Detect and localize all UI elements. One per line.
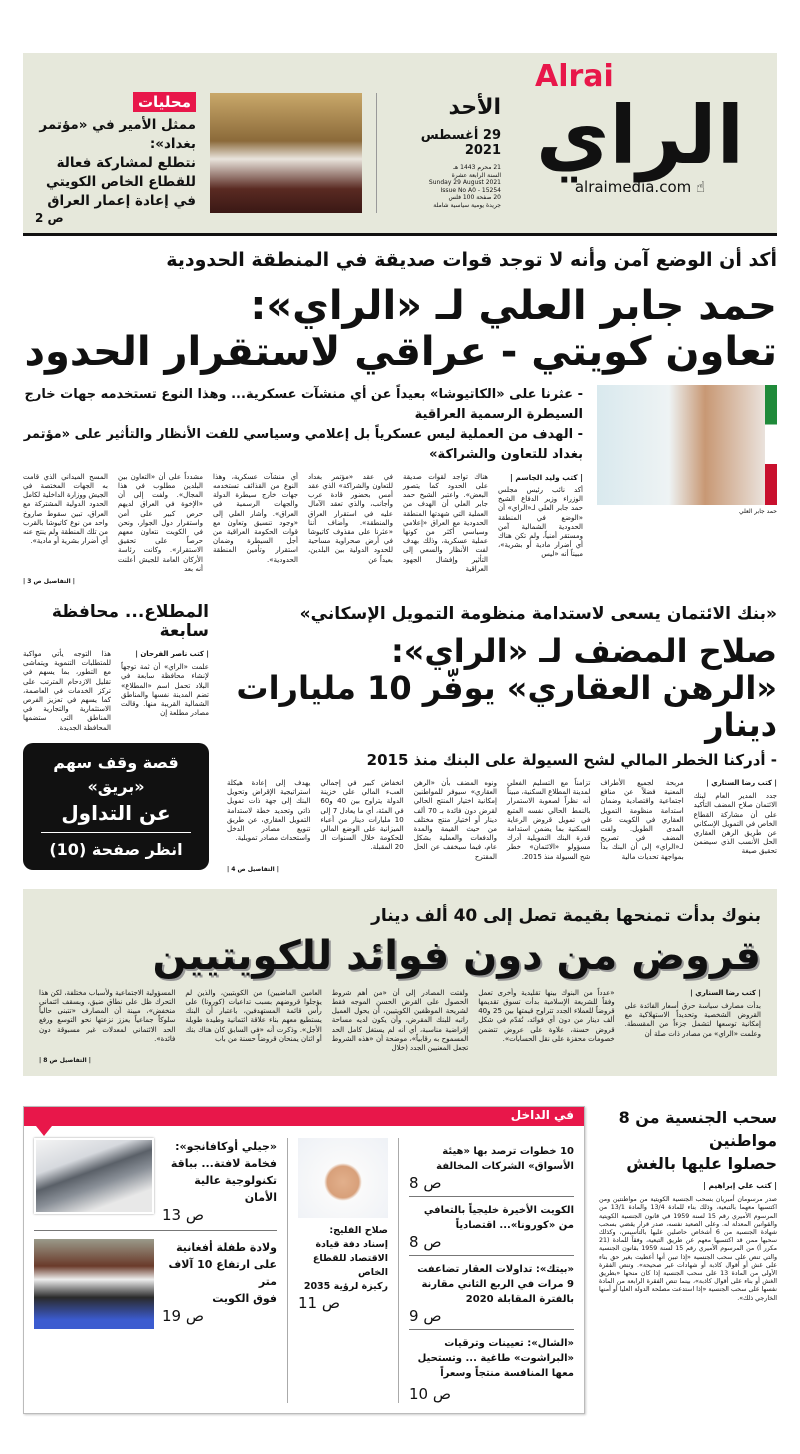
inside-item-text: «الشال»: تعيينات وترقيات «البراشوت» طاغية ... وتستحيل معها المنافسة منتجاً وسعراً [417, 1338, 574, 1380]
body-text: أكد نائب رئيس مجلس الوزراء وزير الدفاع الشيخ حمد جابر العلي لـ«الراي» أن «الوضع في المنطقة الحدودية الشمالية آمن ومستقر أمنياً، ولم تكن هناك أي أضرار مادية أو بشرية»، مبيناً أنه «ليس [498, 485, 583, 559]
body-column: هناك تواجد لقوات صديقة على الحدود كما يتصور البعض». واعتبر الشيخ حمد جابر العلي أن الهدف من العملية التي شهدتها المنطقة الحدودية مع العراق «إعلامي وسياسي أكثر من كونها عملية عسكرية، وذلك بهدف لفت الأنظار والسعي إلى التأثير وإفشال الجهود العراقية [403, 472, 488, 573]
body-column: في عقد «مؤتمر بغداد للتعاون والشراكة» الذي عقد أمس بحضور قادة عرب وأجانب، والذي تعقد الآمال عليه في استقرار العراق والمنطقة». وأضاف أننا «عثرنا على مقذوف كاتيوشا في أرض صحراوية مساحية للحدود الدولية بين البلدين، بعيداً عن [308, 472, 393, 564]
divider [376, 93, 377, 213]
second-kicker: «بنك الائتمان يسعى لاستدامة منظومة التمويل الإسكاني» [299, 603, 777, 624]
body-column: مربحة لجميع الأطراف المعنية فضلاً عن منافع اجتماعية واقتصادية وضمان استدامة منظومة التمويل العقاري في الكويت على المدى الطويل. ولفت المضف في تصريح لـ«الراي» إلى أن البنك بدأ بمواجهة تحديات مالية [600, 778, 684, 861]
geely-text [162, 1138, 277, 1224]
second-story [227, 603, 777, 873]
second-byline: | كتب رضا السناري | [706, 778, 777, 787]
second-row [23, 603, 777, 873]
meta-line: جريدة يومية سياسية شاملة [433, 201, 501, 209]
citizenship-story [599, 1106, 777, 1303]
flag-icon [765, 385, 777, 505]
burgan-box[interactable] [23, 743, 209, 870]
body-text: جدد المدير العام لبنك الائتمان صلاح المضف التأكيد على أن مشاركة القطاع الخاص في التمويل الإسكاني عن طريق الرهن العقاري الحل الأنسب الذي سيضمن تحقيق صيغة [693, 792, 777, 856]
masthead-rule [23, 233, 777, 236]
divider [41, 832, 191, 833]
issue-date: 29 أغسطس 2021 [420, 128, 501, 158]
third-byline: | كتب رضا السناري | [690, 988, 761, 997]
headline-line: حصلوا عليها بالغش [626, 1154, 777, 1174]
geely-line: تكنولوجية عالية الأمان [194, 1174, 277, 1205]
meta-line: Issue No A0 - 15254 [440, 186, 501, 194]
body-column: «عدداً من البنوك بينها تقليدية وأخرى تعمل وفقاً للشريعة الإسلامية بدأت تسوق تقديمها قروضاً للعملاء الجدد تتراوح قيمتها بين 25 و40 ألف دينار من دون أي فوائد، تُقدّم في شكل قروض حسنة، علاوة على عروض تتضمن خصومات محفزة على نقل الحسابات». [478, 988, 615, 1043]
divider [287, 1138, 288, 1403]
second-headline-line1[interactable]: صلاح المضف لـ «الراي»: [390, 632, 777, 671]
geely-line: فخامة لافتة... بباقة [170, 1157, 277, 1171]
geely-line: «جيلي أوكافانجو»: [175, 1140, 277, 1154]
second-more-link[interactable]: | التفاصيل ص 4 | [227, 865, 279, 873]
burgan-page: انظر صفحة (10) [49, 839, 183, 859]
burgan-line: قصة وقف سهم «بريق» [53, 752, 179, 796]
geely-item[interactable] [34, 1138, 277, 1231]
third-body [39, 989, 761, 1053]
inside-item[interactable] [409, 1330, 574, 1403]
citizenship-byline: | كتب علي إبراهيم | [703, 1181, 777, 1191]
inside-features [34, 1138, 277, 1329]
meta-line: 20 صفحة 100 فلس [448, 194, 501, 202]
logo-english[interactable]: Alrai [535, 59, 614, 94]
baby-line: فوق الكويت [212, 1292, 277, 1306]
inside-list [409, 1138, 574, 1403]
lead-photo-block [597, 385, 777, 515]
inside-item[interactable] [409, 1256, 574, 1330]
feature-line: صلاح الفليج: [329, 1225, 388, 1237]
mutla-byline: | كتب ناصر الفرحان | [135, 650, 209, 659]
inside-item[interactable] [409, 1138, 574, 1197]
baby-line: على ارتفاع 10 آلاف متر [168, 1258, 277, 1289]
second-headline-line2[interactable]: «الرهن العقاري» يوفّر 10 مليارات دينار [236, 668, 777, 744]
bottom-row [23, 1106, 777, 1414]
teaser-page: ص 2 [35, 211, 64, 225]
logo-block[interactable] [515, 59, 765, 196]
inside-content [24, 1126, 584, 1413]
feature-line: الاقتصاد للقطاع الخاص [312, 1253, 388, 1279]
inside-item-text: الكويت الأخيرة خليجياً بالتعافي من «كورونا»... اقتصادياً [423, 1205, 574, 1232]
lead-content [23, 385, 583, 585]
feature-item[interactable] [298, 1138, 388, 1312]
feature-page: ص 11 [298, 1294, 340, 1313]
inside-box [23, 1106, 585, 1414]
meta-line: السنة الرابعة عشرة [451, 171, 501, 179]
lead-headline-line2[interactable]: تعاون كويتي - عراقي لاستقرار الحدود [24, 328, 777, 375]
second-subhead: - أدركنا الخطر المالي لشح السيولة على البنك منذ 2015 [366, 751, 777, 770]
inside-item-page: ص 10 [409, 1385, 451, 1404]
second-body [227, 779, 777, 862]
inside-item-text: «بيتك»: تداولات العقار تضاعفت 9 مرات في الربع الثاني مقارنة بالفترة المقابلة 2020 [417, 1264, 574, 1306]
baby-page: ص 19 [162, 1307, 204, 1326]
teaser-line: للقطاع الخاص الكويتي [45, 174, 196, 190]
body-column [498, 473, 583, 560]
lead-story [23, 385, 777, 585]
body-column: المسح الميداني الذي قامت به الجهات المختصة في الجيش ووزارة الداخلية لكامل الحدود الدولية المشتركة مع العراق، تبين سقوط صاروخ واحد من نوع كاتيوشا بالقرب من تلك المنطقة ولم ينتج عنه أي أضرار بشرية أو مادية». [23, 472, 108, 546]
issue-day: الأحد [448, 95, 501, 120]
inside-item-page: ص 9 [409, 1307, 442, 1326]
baby-headline[interactable] [162, 1239, 277, 1307]
body-column: أي منشآت عسكرية، وهذا النوع من القذائف تستخدمه جهات خارج سيطرة الدولة والجهات الرسمية في العراق». وأشار العلي إلى «وجود تنسيق وتعاون مع قوات الحكومة العراقية من أجل السيطرة وضمان استقرار وتأمين المنطقة الحدودية». [213, 472, 298, 564]
feature-line: ركيزة لرؤية 2035 [303, 1281, 388, 1293]
inside-label: في الداخل [510, 1108, 574, 1123]
body-column: المسؤولية الاجتماعية ولأسباب مختلفة، لكن هذا التحرك ظل على نطاق ضيق، وبسقف ائتماني منخفض»، مبينة أن المصارف «تتبنى حالياً سلوكاً جماعياً يعزز نزعتها نحو التوسع ورفع الحد الائتماني لمعدلات غير مسبوقة دون فائدة». [38, 988, 176, 1043]
body-column: هذا التوجه يأتي مواكبة للمتطلبات التنموية ويتماشى مع التطور، بما يسهم في تقليل الازدحام المترتب على تركز الخدمات في العاصمة، كما يسهم في تعزيز الفرص الاستثمارية والتجارية في المناطق التي ستضمها المحافظة الجديدة. [23, 650, 111, 732]
burgan-line: عن التداول [61, 800, 171, 825]
lead-more-link[interactable]: | التفاصيل ص 3 | [23, 577, 75, 585]
car-photo[interactable] [34, 1138, 154, 1214]
lead-subheads [23, 385, 583, 465]
website-text[interactable]: alraimedia.com [574, 178, 692, 196]
body-column [625, 989, 761, 1039]
body-column: العامين الماضيين) من الكويتيين، والذين لم يؤجلوا قروضهم بسبب تداعيات (كورونا) على رأس قائمة المستهدفين، باعتبار أن البنك يستطيع معهم بناء علاقة ائتمانية وطيدة طويلة الأجل». وذكرت أنه «في السابق كان هناك بنك أو اثنان يمنحان قروضاً حسنة من باب [185, 988, 322, 1043]
lead-byline: | كتب وليد الجاسم | [509, 472, 583, 482]
logo-arabic[interactable]: الراي [536, 89, 744, 182]
geely-page: ص 13 [162, 1206, 204, 1225]
body-column [694, 779, 777, 857]
lead-headline-line1[interactable]: حمد جابر العلي لـ «الراي»: [250, 282, 777, 329]
section-tag-local[interactable]: محليات [133, 92, 196, 112]
issue-meta [391, 164, 501, 210]
baby-item[interactable] [34, 1231, 277, 1329]
mutla-story [23, 603, 209, 870]
hand-pointer-icon: ☝ [696, 178, 706, 196]
teaser[interactable] [35, 92, 196, 225]
teaser-line: نتطلع لمشاركة فعالة [56, 155, 196, 171]
inside-item-text: 10 خطوات ترصد بها «هيئة الأسواق» الشركات المخالفة [436, 1146, 574, 1173]
teaser-headline[interactable] [35, 116, 196, 211]
divider [398, 1138, 399, 1403]
feature-photo[interactable] [298, 1138, 388, 1218]
third-headline[interactable]: قروض من دون فوائد للكويتيين [152, 932, 761, 979]
meta-line: Sunday 29 August 2021 [428, 179, 501, 187]
feature-headline[interactable] [298, 1224, 388, 1294]
baby-text [162, 1239, 277, 1325]
lead-body [23, 473, 583, 574]
flight-crew-photo[interactable] [34, 1239, 154, 1329]
pointer-icon [36, 1126, 52, 1136]
citizenship-headline[interactable] [599, 1106, 777, 1175]
lead-photo[interactable] [597, 385, 777, 505]
teaser-line: ممثل الأمير في «مؤتمر بغداد»: [39, 117, 196, 152]
body-column: يهدف إلى إعادة هيكلة استراتيجية الإقراض وتحويل البنك إلى جهة ذات تمويل ذاتي وتحديد خطة لاستدامة التمويل العقاري، عن طريق تنويع مصادر الدخل واستحداث مصادر تمويلية. [227, 778, 311, 843]
inside-item[interactable] [409, 1197, 574, 1256]
feature-line: إسناد دفة قيادة [315, 1239, 388, 1251]
baby-line: ولادة طفلة أفغانية [176, 1241, 277, 1255]
geely-headline[interactable] [162, 1138, 277, 1206]
body-text: علمت «الراي» أن ثمة توجهاً لإنشاء محافظة سابعة في البلاد تحمل اسم «المطلاع» تضم المدينة نفسها والمناطق الشمالية القريبة منها. وقالت مصادر مطلعة إن [121, 663, 209, 718]
body-column: ولفتت المصادر إلى أن «من أهم شروط الحصول على القرض الحسن الموجه فقط لشريحة الموظفين الكويتيين، أن يحول العميل راتبه للبنك المقرض، وأن يكون لديه مساحة إقراضية مناسبة، أي أنه لم يستغل كامل الحد المسموح به رقابياً»، موضحة أن «هذه الشروط تجعل المعنيين الجدد (خلال [331, 988, 469, 1053]
masthead [23, 53, 777, 233]
inside-item-page: ص 8 [409, 1174, 442, 1193]
body-column: انخفاض كبير في إجمالي العبء المالي على خزينة الدولة يتراوح بين 40 و60 في المئة، أي ما يعادل 7 إلى 10 مليارات دينار من أعباء الميزانية على الوضع المالي للحكومة خلال السنوات الـ 20 المقبلة. [320, 778, 404, 852]
third-kicker: بنوك بدأت تمنحها بقيمة تصل إلى 40 ألف دينار [371, 905, 761, 926]
photo-caption: حمد جابر العلي [738, 507, 777, 515]
body-column [121, 650, 209, 718]
headline-line: سحب الجنسية من 8 مواطنين [618, 1108, 777, 1151]
body-text: بدأت مصارف سياسة حرق أسعار الفائدة على القروض الشخصية وتحديداً الاستهلاكية مع إمكانية توسعها لتشمل جزءاً من المقسطة. وعلمت «الراي» من مصادر ذات صلة أن [624, 1002, 761, 1038]
citizenship-body: صدر مرسومان أميريان بسحب الجنسية الكويتية من مواطنتين ومن اكتسبها معهما بالتبعية، وذلك بناء للمادة 13/4 والمادة 13/1 من المرسوم الأميري رقم 15 لسنة 1959 في قانون الجنسية الكويتية والقوانين المعدلة له. وعلى الصعيد نفسه، صدر قرار يقضي بسحب شهادة الجنسية من 6 أشخاص حاصلين عليها بالتأسيس، وكذلك سحبها ممن قد اكتسبها معهم عن طريق التبعية، وفقاً للمادة (21 مكرر أ) من المرسوم الأميري رقم 15 لسنة 1959 بقانون الجنسية والتي تنص على سحب الجنسية «إذا تبين أنها أعطيت بغير حق بناء على غش أو أقوال كاذبة أو شهادات غير صحيحة». وتنص الفقرة الأولى من المادة 13 على سحب الجنسية إذا كان منحها «بطريق الغش أو بناء على أقوال كاذبة»، بينما تنص الفقرة الرابعة من المادة نفسها على سحب الجنسية «إذا استدعت مصلحة الدولة العليا أو أمنها الخارجي ذلك». [599, 1196, 778, 1302]
lead-subhead: - عثرنا على «الكاتيوشا» بعيداً عن أي منشآت عسكرية... وهذا النوع تستخدمه جهات خارج السيطرة الرسمية العراقية [24, 386, 583, 422]
loans-story-box [23, 889, 777, 1077]
teaser-photo[interactable] [210, 93, 362, 213]
teaser-line: في إعادة إعمار العراق [47, 193, 196, 209]
inside-item-page: ص 8 [409, 1233, 442, 1252]
body-column: ونوه المضف بأن «الرهن العقاري» سيوفر للمواطنين إمكانية اختيار المنتج الحالي لقرض دون فائدة بـ 70 ألف دينار أو اختيار منتج مختلف من حيث القيمة والمدة والدفعات والعملية بشكل عام، فيما سيخفف عن الحل المقترح [413, 778, 498, 861]
inside-header-bar [24, 1107, 584, 1126]
third-more-link[interactable]: | التفاصيل ص 8 | [39, 1057, 91, 1065]
meta-line: 21 محرم 1443 هـ [453, 164, 501, 171]
body-column: مشدداً على أن «التعاون بين البلدين مطلوب في هذا المجال». ولفت إلى أن «الإخوة في العراق لديهم حرص كبير على أمن واستقرار دول الجوار، ونحن في الكويت نتعاون معهم حرصاً على تحقيق الاستقرار». وكانت رئاسة الأركان العامة للجيش أعلنت أنه بعد [118, 472, 203, 573]
lead-kicker: أكد أن الوضع آمن وأنه لا توجد قوات صديقة في المنطقة الحدودية [166, 249, 777, 271]
lead-subhead: - الهدف من العملية ليس عسكرياً بل إعلامي وسياسي للفت الأنظار والتأثير على «مؤتمر بغداد للتعاون والشراكة» [23, 426, 583, 462]
body-column: تزامناً مع التسليم الفعلي لمدينة المطلاع السكنية، مبيناً أنه نظراً لصعوبة الاستمرار بالنمط الحالي نفسه المتبع في تمويل قروض الرعاية السكنية بما يضمن استدامة قدرة البنك التمويلية أدرك مسؤولو «الائتمان» خطر شح السيولة منذ 2015. [507, 778, 591, 861]
issue-info [391, 59, 501, 210]
mutla-headline[interactable]: المطلاع... محافظة سابعة [51, 601, 209, 642]
mutla-body [23, 650, 209, 733]
